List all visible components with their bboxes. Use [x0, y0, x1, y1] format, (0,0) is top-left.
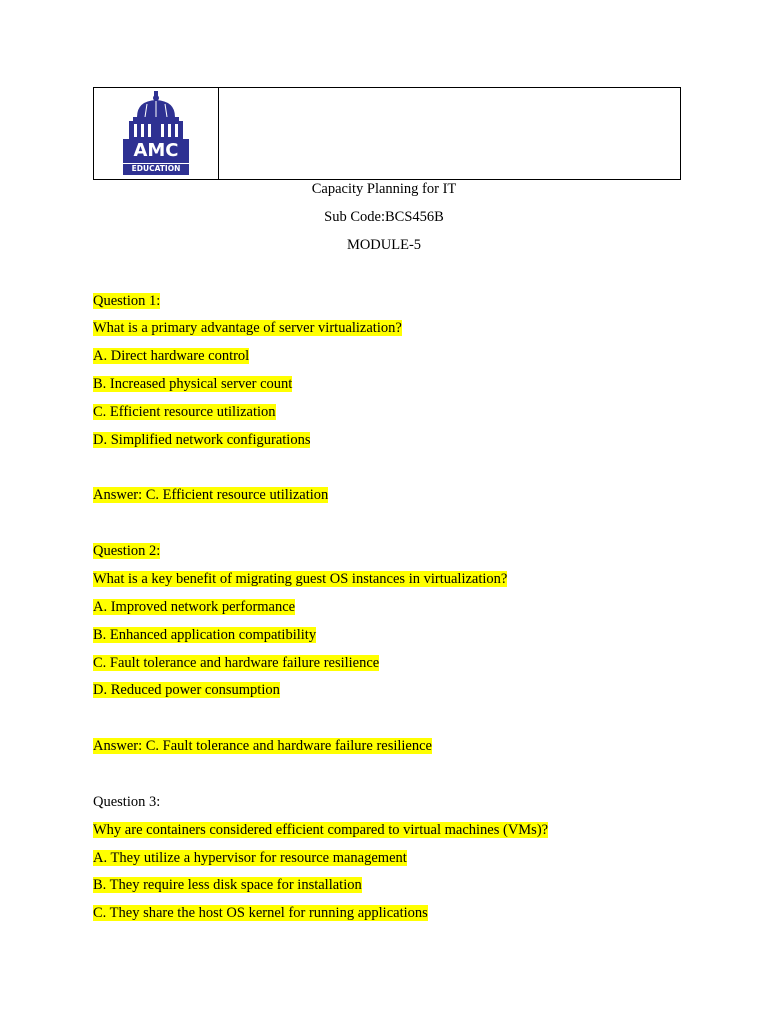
option-text: C. They share the host OS kernel for running applications: [93, 905, 428, 921]
question-1-option-b: [93, 375, 292, 393]
question-1-answer: [93, 486, 328, 504]
header-blank-cell: [219, 88, 680, 179]
module-title: MODULE-5: [346, 237, 422, 253]
question-heading-text: Question 2:: [93, 543, 161, 559]
question-heading-text: Question 1:: [93, 293, 161, 309]
question-3-heading: [93, 793, 160, 811]
logo-text-education: EDUCATION: [131, 163, 181, 173]
question-2-option-b: [93, 626, 316, 644]
question-heading-text: Question 3:: [93, 794, 161, 810]
question-text: What is a primary advantage of server virtualization?: [93, 320, 402, 336]
option-text: C. Fault tolerance and hardware failure resilience: [93, 655, 380, 671]
question-3-text: [93, 821, 548, 839]
option-text: B. They require less disk space for installation: [93, 877, 362, 893]
amc-education-logo: [117, 91, 195, 177]
answer-text: Answer: C. Efficient resource utilization: [93, 487, 329, 503]
question-2-option-c: [93, 654, 379, 672]
answer-text: Answer: C. Fault tolerance and hardware failure resilience: [93, 738, 432, 754]
option-text: D. Simplified network configurations: [93, 432, 311, 448]
question-2-text: [93, 570, 507, 588]
question-3-option-c: [93, 904, 428, 922]
question-text: Why are containers considered efficient compared to virtual machines (VMs)?: [93, 822, 549, 838]
question-2-option-d: [93, 681, 280, 699]
option-text: A. They utilize a hypervisor for resource management: [93, 850, 407, 866]
question-1-option-a: [93, 347, 249, 365]
option-text: B. Enhanced application compatibility: [93, 627, 317, 643]
option-text: B. Increased physical server count: [93, 376, 293, 392]
option-text: A. Direct hardware control: [93, 348, 250, 364]
logo-text-amc: AMC: [133, 139, 179, 161]
header-logo-cell: [94, 88, 219, 179]
question-1-option-d: [93, 431, 310, 449]
question-2-option-a: [93, 598, 295, 616]
option-text: A. Improved network performance: [93, 599, 296, 615]
question-1-option-c: [93, 403, 276, 421]
question-3-option-a: [93, 849, 407, 867]
question-2-answer: [93, 737, 432, 755]
question-1-text: [93, 319, 402, 337]
subject-title: Capacity Planning for IT: [311, 181, 457, 197]
option-text: C. Efficient resource utilization: [93, 404, 276, 420]
question-1-heading: [93, 292, 160, 310]
question-2-heading: [93, 542, 160, 560]
question-text: What is a key benefit of migrating guest OS instances in virtualization?: [93, 571, 508, 587]
question-3-option-b: [93, 876, 362, 894]
header-table: [93, 87, 681, 180]
option-text: D. Reduced power consumption: [93, 682, 280, 698]
sub-code: Sub Code:BCS456B: [324, 209, 444, 225]
